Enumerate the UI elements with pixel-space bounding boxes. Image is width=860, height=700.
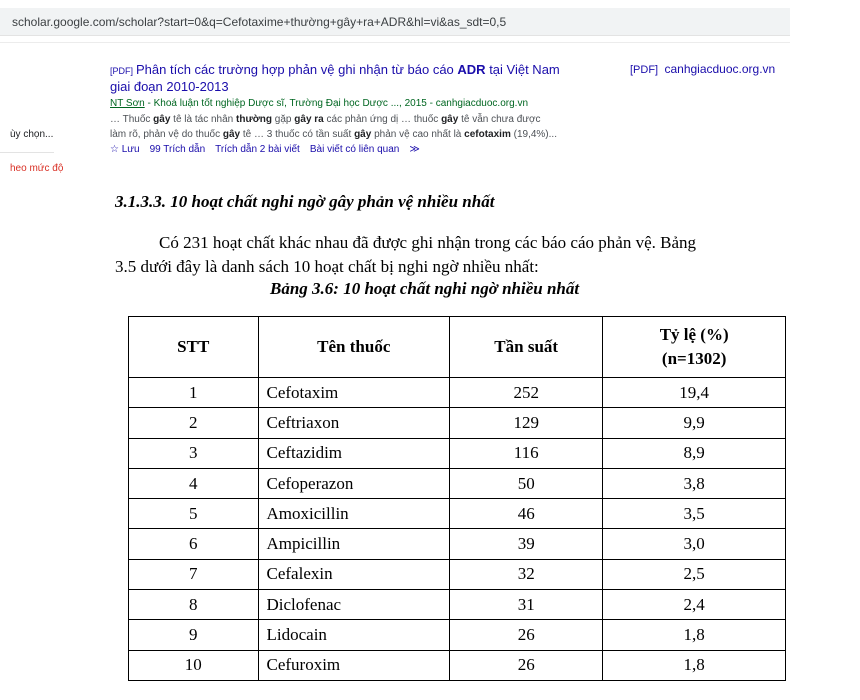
cell-frequency: 26 [450,650,603,680]
cell-drug-name: Ampicillin [258,529,450,559]
cell-drug-name: Lidocain [258,620,450,650]
cell-rate: 3,0 [603,529,786,559]
more-icon[interactable]: ≫ [409,144,420,155]
pdf-badge: [PDF] [110,66,134,76]
pdf-side-badge: [PDF] [630,64,659,76]
table-row [129,590,786,620]
section-paragraph [115,231,805,279]
result-title-link[interactable] [110,62,560,95]
cell-drug-name: Ceftazidim [258,438,450,468]
table-row [129,468,786,498]
table-row [129,650,786,680]
section-heading: 3.1.3.3. 10 hoạt chất nghi ngờ gây phản vệ nhiều nhất [115,192,495,211]
cell-frequency: 26 [450,620,603,650]
cell-drug-name: Cefotaxim [258,378,450,408]
cell-frequency: 252 [450,378,603,408]
cell-frequency: 116 [450,438,603,468]
title-text-1: Phân tích các trường hợp phản vệ ghi nhận từ báo cáo [136,62,458,77]
cell-rate: 1,8 [603,650,786,680]
pdf-side-link[interactable] [630,62,775,76]
cell-frequency: 50 [450,468,603,498]
cell-rate: 9,9 [603,408,786,438]
cell-stt: 4 [129,468,259,498]
table-row [129,378,786,408]
cell-frequency: 46 [450,499,603,529]
divider [0,42,790,43]
cell-stt: 1 [129,378,259,408]
header-stt: STT [129,317,259,378]
cell-drug-name: Cefuroxim [258,650,450,680]
cell-rate: 1,8 [603,620,786,650]
cell-rate: 3,8 [603,468,786,498]
table-caption: Bảng 3.6: 10 hoạt chất nghi ngờ nhiều nhất [270,279,580,298]
cited-by-link[interactable]: Trích dẫn 2 bài viết [215,144,300,155]
cell-stt: 5 [129,499,259,529]
url-text: scholar.google.com/scholar?start=0&q=Cefotaxime+thường+gây+ra+ADR&hl=vi&as_sdt=0,5 [12,15,507,29]
cite-button[interactable]: 99 Trích dẫn [149,144,206,155]
header-rate [603,317,786,378]
cell-frequency: 32 [450,559,603,589]
cell-drug-name: Ceftriaxon [258,408,450,438]
author-link[interactable]: NT Sơn [110,98,145,109]
cell-drug-name: Cefalexin [258,559,450,589]
snippet-line-1: … Thuốc gây tê là tác nhân thường gặp gây ra các phản ứng dị … thuốc gây tê vẫn chưa được [110,114,541,125]
header-drug-name: Tên thuốc [258,317,450,378]
cell-stt: 9 [129,620,259,650]
sidebar-option-more[interactable]: ùy chọn... [10,129,54,140]
pdf-side-domain: canhgiacduoc.org.vn [664,62,776,76]
sidebar-option-sort[interactable]: heo mức độ [10,163,64,174]
cell-rate: 2,4 [603,590,786,620]
title-highlight: ADR [457,62,486,77]
header-rate-n: (n=1302) [661,349,727,368]
cell-stt: 6 [129,529,259,559]
cell-stt: 2 [129,408,259,438]
meta-text: - Khoá luận tốt nghiệp Dược sĩ, Trường Đại học Dược ..., 2015 - canhgiacduoc.org.vn [144,98,528,109]
result-actions [110,144,800,155]
data-table [128,316,786,681]
table-row [129,620,786,650]
header-rate-label: Tỷ lệ (%) [659,325,729,344]
cell-rate: 2,5 [603,559,786,589]
cell-drug-name: Diclofenac [258,590,450,620]
paragraph-line-1: Có 231 hoạt chất khác nhau đã được ghi nhận trong các báo cáo phản vệ. Bảng [159,233,697,252]
cell-stt: 8 [129,590,259,620]
address-bar[interactable] [0,8,790,36]
related-articles-link[interactable]: Bài viết có liên quan [309,144,400,155]
table-row [129,438,786,468]
table-row [129,559,786,589]
search-result [110,62,800,155]
cell-frequency: 31 [450,590,603,620]
cell-drug-name: Cefoperazon [258,468,450,498]
save-button[interactable]: ☆ Lưu [110,144,140,155]
cell-stt: 3 [129,438,259,468]
header-frequency: Tần suất [450,317,603,378]
result-meta [110,98,800,109]
table-row [129,529,786,559]
table-row [129,408,786,438]
sidebar-divider [0,152,54,153]
cell-rate: 3,5 [603,499,786,529]
table-row [129,499,786,529]
cell-stt: 10 [129,650,259,680]
paragraph-line-2: 3.5 dưới đây là danh sách 10 hoạt chất bị nghi ngờ nhiều nhất: [115,257,539,276]
table-header-row [129,317,786,378]
cell-rate: 19,4 [603,378,786,408]
cell-frequency: 129 [450,408,603,438]
cell-stt: 7 [129,559,259,589]
result-snippet [110,112,800,142]
cell-frequency: 39 [450,529,603,559]
cell-drug-name: Amoxicillin [258,499,450,529]
title-text-2: tại Việt Nam giai đoạn 2010-2013 [110,62,560,94]
snippet-line-2: làm rõ, phản vệ do thuốc gây tê … 3 thuốc có tần suất gây phản vệ cao nhất là cefotaxim (19,4%)... [110,129,557,140]
cell-rate: 8,9 [603,438,786,468]
